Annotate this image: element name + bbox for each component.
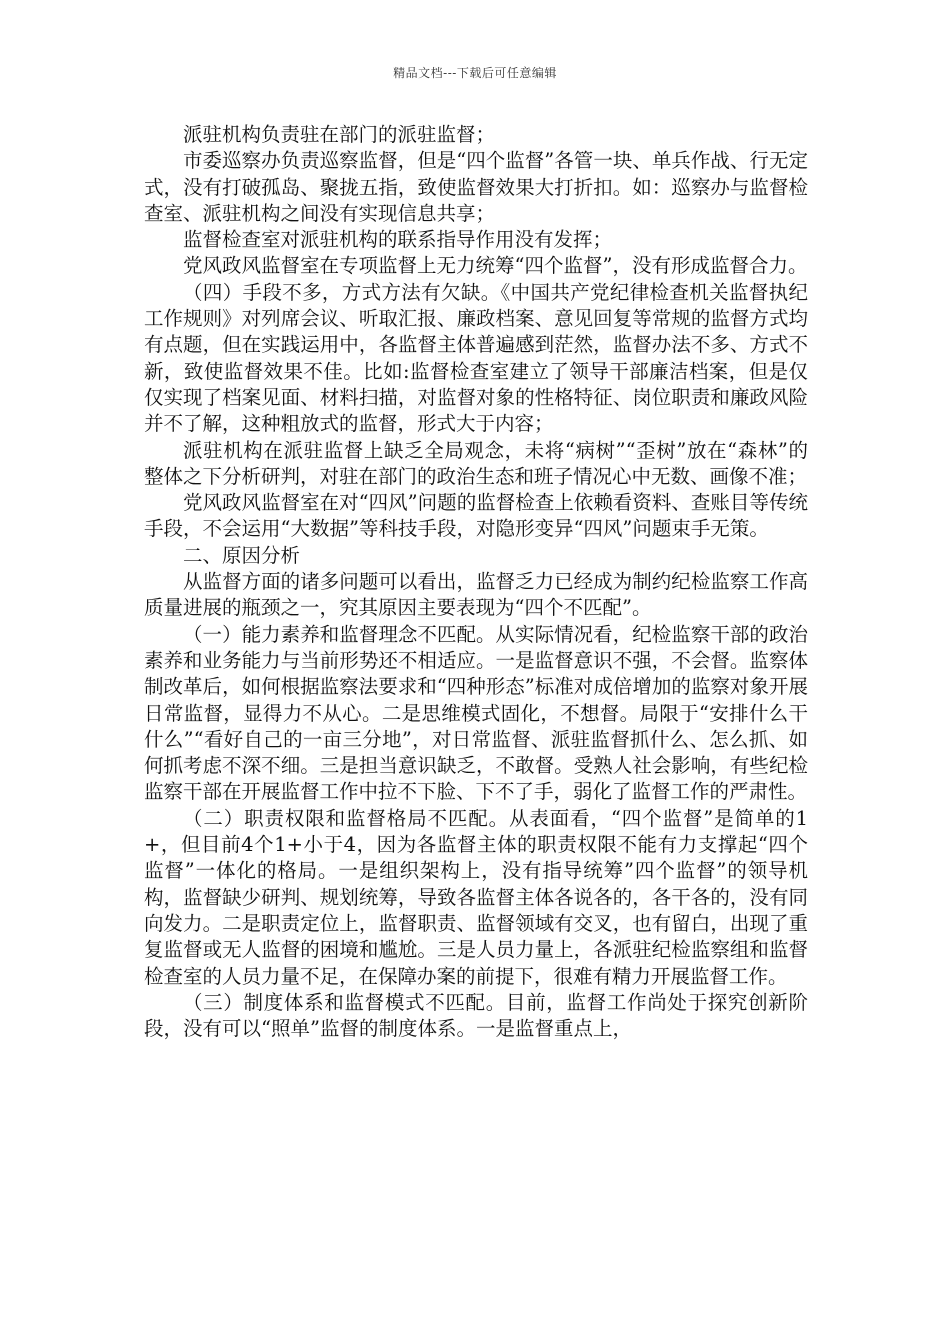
paragraph: 市委巡察办负责巡察监督，但是“四个监督”各管一块、单兵作战、行无定式，没有打破孤岛、聚拢五指，致使监督效果大打折扣。如：巡察办与监督检查室、派驻机构之间没有实现信息共享；	[144, 149, 808, 225]
paragraph: 派驻机构负责驻在部门的派驻监督；	[183, 123, 496, 146]
paragraph: 党风政风监督室在对“四风”问题的监督检查上依赖看资料、查账目等传统手段，不会运用“大数据”等科技手段，对隐形变异“四风”问题束手无策。	[144, 491, 808, 541]
paragraph: 从监督方面的诸多问题可以看出，监督乏力已经成为制约纪检监察工作高质量进展的瓶颈之一，究其原因主要表现为“四个不匹配”。	[144, 570, 808, 620]
page-header: 精品文档---下载后可任意编辑	[393, 66, 557, 80]
paragraph: （二）职责权限和监督格局不匹配。从表面看，“四个监督”是简单的1+，但目前4个1+小于4，因为各监督主体的职责权限不能有力支撑起“四个监督”一体化的格局。一是组织架构上，没有指导统筹”四个监督”的领导机构，监督缺少研判、规划统筹，导致各监督主体各说各的，各干各的，没有同向发力。二是职责定位上，监督职责、监督领域有交叉，也有留白，出现了重复监督或无人监督的困境和尴尬。三是人员力量上，各派驻纪检监察组和监督检查室的人员力量不足，在保障办案的前提下，很难有精力开展监督工作。	[144, 806, 808, 988]
document-body	[144, 122, 808, 1042]
paragraph: 派驻机构在派驻监督上缺乏全局观念，未将“病树”“歪树”放在“森林”的整体之下分析研判，对驻在部门的政治生态和班子情况心中无数、画像不准；	[144, 438, 808, 488]
paragraph: （三）制度体系和监督模式不匹配。目前，监督工作尚处于探究创新阶段，没有可以“照单”监督的制度体系。一是监督重点上，	[144, 990, 808, 1041]
paragraph: 监督检查室对派驻机构的联系指导作用没有发挥；	[183, 228, 613, 252]
paragraph: 党风政风监督室在专项监督上无力统筹“四个监督”，没有形成监督合力。	[183, 254, 808, 278]
section-heading: 二、原因分析	[183, 543, 301, 567]
paragraph: （一）能力素养和监督理念不匹配。从实际情况看，纪检监察干部的政治素养和业务能力与当前形势还不相适应。一是监督意识不强，不会督。监察体制改革后，如何根据监察法要求和“四种形态”标准对成倍增加的监察对象开展日常监督，显得力不从心。二是思维模式固化，不想督。局限于“安排什么干什么”“看好自己的一亩三分地”，对日常监督、派驻监督抓什么、怎么抓、如何抓考虑不深不细。三是担当意识缺乏，不敢督。受熟人社会影响，有些纪检监察干部在开展监督工作中拉不下脸、下不了手，弱化了监督工作的严肃性。	[144, 622, 808, 804]
paragraph: （四）手段不多，方式方法有欠缺。《中国共产党纪律检查机关监督执纪工作规则》对列席会议、听取汇报、廉政档案、意见回复等常规的监督方式均有点题，但在实践运用中，各监督主体普遍感到茫然，监督办法不多、方式不新，致使监督效果不佳。比如:监督检查室建立了领导干部廉洁档案，但是仅仅实现了档案见面、材料扫描，对监督对象的性格特征、岗位职责和廉政风险并不了解，这种粗放式的监督，形式大于内容；	[144, 280, 808, 436]
